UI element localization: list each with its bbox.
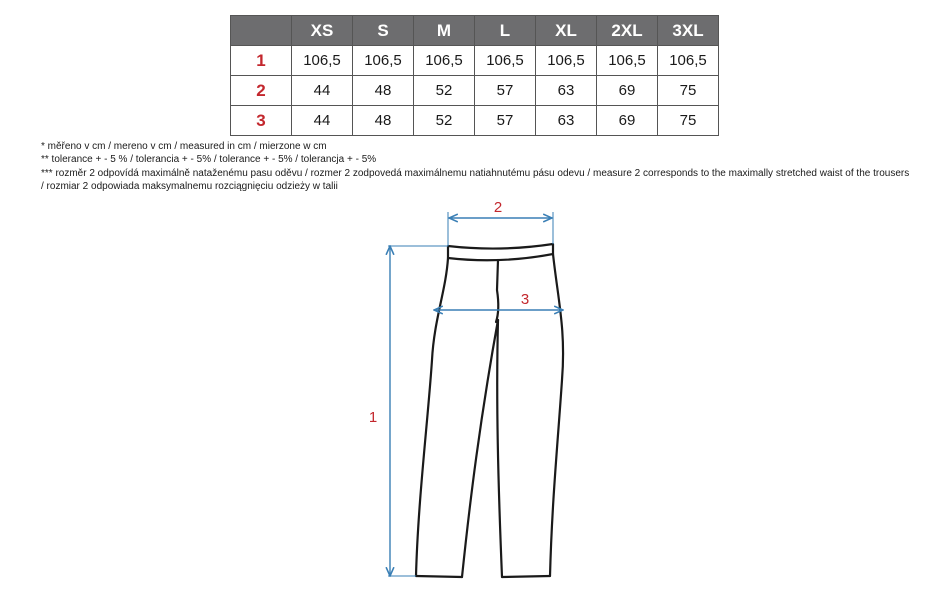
table-cell: 52 [414,76,475,106]
table-cell: 106,5 [292,46,353,76]
table-cell: 57 [475,76,536,106]
size-header: XL [536,16,597,46]
table-cell: 44 [292,106,353,136]
table-cell: 75 [658,76,719,106]
size-header: 2XL [597,16,658,46]
measure-waist-label: 2 [493,199,503,216]
measure-row-label: 1 [231,46,292,76]
measure-hip-label: 3 [520,291,530,308]
size-header: L [475,16,536,46]
table-cell: 75 [658,106,719,136]
measure-row-label: 3 [231,106,292,136]
table-cell: 106,5 [475,46,536,76]
table-cell: 48 [353,106,414,136]
measure-length-label: 1 [368,409,378,426]
table-cell: 48 [353,76,414,106]
table-cell: 52 [414,106,475,136]
table-cell: 69 [597,76,658,106]
table-cell: 106,5 [536,46,597,76]
table-cell: 44 [292,76,353,106]
table-cell: 106,5 [597,46,658,76]
size-header: 3XL [658,16,719,46]
table-cell: 106,5 [353,46,414,76]
table-cell: 106,5 [414,46,475,76]
measure-row-label: 2 [231,76,292,106]
table-cell: 69 [597,106,658,136]
size-header: S [353,16,414,46]
table-cell: 106,5 [658,46,719,76]
table-cell: 63 [536,106,597,136]
footnote-waist: *** rozměr 2 odpovídá maximálně nataženému pasu oděvu / rozmer 2 zodpovedá maximálnemu natiahnutému pásu odevu / measure 2 corresponds to the maximally stretched waist of the trousers / rozmiar 2 odpowiada maksymalnemu rozciągnięciu odzieży w talii [41,167,910,193]
footnote-tolerance: ** tolerance + - 5 % / tolerancia + - 5% / tolerance + - 5% / tolerancja + - 5% [41,154,377,166]
size-header: M [414,16,475,46]
trousers-outline [416,244,563,577]
size-header: XS [292,16,353,46]
footnote-measured: * měřeno v cm / mereno v cm / measured in cm / mierzone w cm [41,141,327,152]
table-cell: 57 [475,106,536,136]
measure-waist-indicator [448,212,553,246]
table-cell: 63 [536,76,597,106]
